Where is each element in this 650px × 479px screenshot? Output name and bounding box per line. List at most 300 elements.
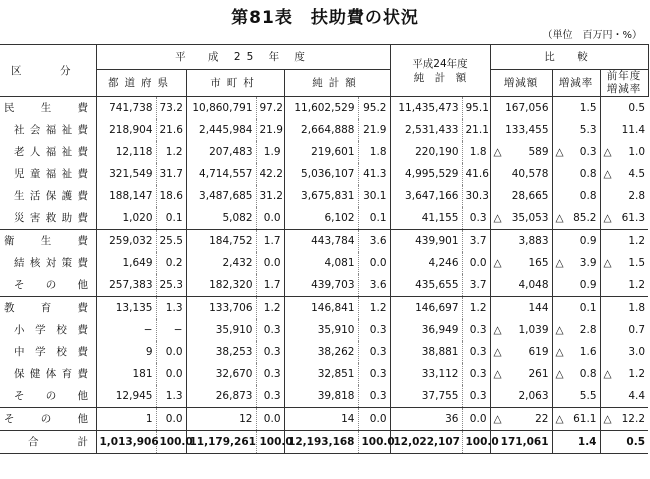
table-row <box>0 274 648 297</box>
triangle-icon: △ <box>603 146 612 158</box>
row-label-text <box>14 163 88 185</box>
row-label-text <box>14 363 88 385</box>
table-row <box>0 207 648 230</box>
cell-prev: 41,155 <box>390 207 462 230</box>
cell-diff-value: 22 <box>535 413 549 425</box>
row-label <box>0 319 96 341</box>
cell-prev-pct: 1.2 <box>462 297 490 320</box>
cell-prev: 220,190 <box>390 141 462 163</box>
cell-prev-rate-wrap <box>604 141 646 163</box>
cell-rate <box>552 341 600 363</box>
cell-municipal: 184,752 <box>186 230 256 253</box>
header-prev-change-rate <box>600 70 648 97</box>
cell-municipal: 3,487,685 <box>186 185 256 207</box>
row-label-text <box>14 185 88 207</box>
row-label-char: そ <box>14 279 25 291</box>
cell-rate <box>552 408 600 431</box>
total-prev-pct: 100.0 <box>462 431 490 454</box>
header-category: 区 分 <box>0 45 96 97</box>
row-label-char: 民 <box>4 102 15 114</box>
cell-municipal: 133,706 <box>186 297 256 320</box>
cell-rate-value: 1.6 <box>579 346 597 358</box>
cell-municipal: 12 <box>186 408 256 431</box>
row-label-text <box>14 207 88 229</box>
cell-prefecture: 321,549 <box>96 163 156 185</box>
cell-municipal-pct: 0.3 <box>256 341 284 363</box>
cell-rate-value: 0.8 <box>579 368 597 380</box>
cell-municipal: 2,445,984 <box>186 119 256 141</box>
cell-rate: 0.8 <box>552 163 600 185</box>
row-label-char: 費 <box>77 368 88 380</box>
cell-prev-rate <box>600 141 648 163</box>
cell-prev: 435,655 <box>390 274 462 297</box>
cell-diff-wrap <box>494 252 549 274</box>
row-label-char: の <box>45 279 57 291</box>
cell-diff-wrap <box>494 408 549 430</box>
row-label-text <box>14 385 88 407</box>
cell-prefecture-pct: 21.6 <box>156 119 186 141</box>
row-label-char: 費 <box>77 124 88 136</box>
total-prefecture-pct: 100.0 <box>156 431 186 454</box>
cell-diff-value: 1,039 <box>518 324 549 336</box>
row-label-char: 対 <box>45 257 57 269</box>
cell-rate-wrap <box>556 207 597 229</box>
cell-prev-rate-wrap <box>604 408 646 430</box>
triangle-icon: △ <box>493 212 502 224</box>
total-diff: 171,061 <box>490 431 552 454</box>
table-row <box>0 141 648 163</box>
triangle-icon: △ <box>555 257 564 269</box>
assistance-expense-table <box>0 44 649 454</box>
cell-diff-value: 261 <box>528 368 549 380</box>
row-label-char: そ <box>4 413 15 425</box>
cell-diff-wrap <box>494 363 549 385</box>
cell-net: 439,703 <box>284 274 358 297</box>
cell-diff <box>490 341 552 363</box>
cell-diff: 40,578 <box>490 163 552 185</box>
cell-prev-pct: 0.3 <box>462 319 490 341</box>
cell-municipal-pct: 0.3 <box>256 319 284 341</box>
cell-municipal: 38,253 <box>186 341 256 363</box>
cell-prev-pct: 0.3 <box>462 341 490 363</box>
cell-net-pct: 0.3 <box>358 363 390 385</box>
row-label-char: 育 <box>40 302 52 314</box>
row-label-char: の <box>40 413 52 425</box>
cell-prev-rate-wrap <box>604 363 646 385</box>
row-label-char: 小 <box>14 324 25 336</box>
cell-prefecture-pct: 0.0 <box>156 408 186 431</box>
row-label-char: 費 <box>77 212 88 224</box>
row-label <box>0 230 96 253</box>
row-label-char: 校 <box>56 346 67 358</box>
row-label-text <box>14 341 88 363</box>
cell-rate-value: 0.3 <box>579 146 597 158</box>
total-rate: 1.4 <box>552 431 600 454</box>
cell-prev-rate <box>600 207 648 230</box>
triangle-icon: △ <box>555 324 564 336</box>
cell-prev: 4,995,529 <box>390 163 462 185</box>
cell-rate-wrap <box>556 252 597 274</box>
cell-diff: 144 <box>490 297 552 320</box>
cell-prefecture-pct: 1.3 <box>156 385 186 408</box>
row-label-char: 保 <box>45 190 57 202</box>
row-label-char: 核 <box>29 257 41 269</box>
cell-net-pct: 0.3 <box>358 385 390 408</box>
cell-prev-rate-value: 61.3 <box>621 212 646 224</box>
cell-prev-rate-value: 12.2 <box>621 413 646 425</box>
row-label-char: 費 <box>77 346 88 358</box>
row-label-char: 費 <box>77 102 88 114</box>
header-fy24-sub: 純 計 額 <box>413 71 467 84</box>
row-label-char: の <box>45 390 57 402</box>
cell-prefecture: 9 <box>96 341 156 363</box>
header-compare: 比 較 <box>490 45 648 70</box>
row-label-char: 活 <box>29 190 41 202</box>
cell-net-pct: 1.2 <box>358 297 390 320</box>
cell-net: 443,784 <box>284 230 358 253</box>
row-label-text <box>14 274 88 296</box>
row-label <box>0 207 96 230</box>
row-label-char: 体 <box>45 368 57 380</box>
triangle-icon: △ <box>603 212 612 224</box>
cell-rate-wrap <box>556 341 597 363</box>
cell-prev-rate: 0.5 <box>600 97 648 120</box>
cell-municipal-pct: 1.7 <box>256 230 284 253</box>
row-label-char: 社 <box>14 124 25 136</box>
row-label-char: そ <box>14 390 25 402</box>
header-change-amount: 増減額 <box>490 70 552 97</box>
table-row <box>0 252 648 274</box>
cell-prefecture: 188,147 <box>96 185 156 207</box>
cell-net: 14 <box>284 408 358 431</box>
cell-net-pct: 41.3 <box>358 163 390 185</box>
cell-diff: 28,665 <box>490 185 552 207</box>
triangle-icon: △ <box>555 212 564 224</box>
cell-prev-rate-value: 4.5 <box>628 168 646 180</box>
row-label-char: 他 <box>77 390 88 402</box>
table-row <box>0 319 648 341</box>
cell-prefecture-pct: 0.0 <box>156 363 186 385</box>
table-title: 第81表 扶助費の状況 <box>231 8 419 28</box>
header-municipal: 市町村 <box>186 70 284 97</box>
cell-diff <box>490 141 552 163</box>
table-row <box>0 119 648 141</box>
row-label-char: 祉 <box>61 146 73 158</box>
row-label-char: 費 <box>77 168 88 180</box>
cell-prefecture-pct: − <box>156 319 186 341</box>
triangle-icon: △ <box>555 346 564 358</box>
cell-diff: 3,883 <box>490 230 552 253</box>
cell-diff <box>490 207 552 230</box>
cell-prev: 3,647,166 <box>390 185 462 207</box>
cell-prefecture-pct: 31.7 <box>156 163 186 185</box>
cell-prev-rate: 3.0 <box>600 341 648 363</box>
cell-prev-rate: 11.4 <box>600 119 648 141</box>
row-label-char: 会 <box>29 124 41 136</box>
row-label <box>0 163 96 185</box>
cell-diff <box>490 363 552 385</box>
cell-prev-rate: 2.8 <box>600 185 648 207</box>
table-row <box>0 385 648 408</box>
cell-prefecture-pct: 1.3 <box>156 297 186 320</box>
cell-rate-wrap <box>556 363 597 385</box>
cell-prefecture: 741,738 <box>96 97 156 120</box>
row-label-char: 生 <box>14 190 25 202</box>
cell-net: 11,602,529 <box>284 97 358 120</box>
row-label-char: 費 <box>77 146 88 158</box>
total-net-pct: 100.0 <box>358 431 390 454</box>
cell-prev-pct: 3.7 <box>462 274 490 297</box>
cell-diff: 133,455 <box>490 119 552 141</box>
row-label-char: 福 <box>45 168 57 180</box>
cell-prefecture: 1 <box>96 408 156 431</box>
total-label-char: 合 <box>28 436 39 448</box>
cell-prev-pct: 0.0 <box>462 252 490 274</box>
cell-municipal: 182,320 <box>186 274 256 297</box>
row-label-char: 衛 <box>4 235 15 247</box>
row-label-text <box>14 119 88 141</box>
cell-municipal-pct: 21.9 <box>256 119 284 141</box>
cell-prev-pct: 1.8 <box>462 141 490 163</box>
cell-prev-pct: 0.3 <box>462 385 490 408</box>
cell-municipal: 4,714,557 <box>186 163 256 185</box>
row-label-char: 費 <box>77 190 88 202</box>
total-label-char: 計 <box>77 436 88 448</box>
total-row <box>0 431 648 454</box>
triangle-icon: △ <box>493 346 502 358</box>
cell-net: 39,818 <box>284 385 358 408</box>
cell-municipal-pct: 0.0 <box>256 408 284 431</box>
cell-prefecture: 259,032 <box>96 230 156 253</box>
cell-prefecture: 218,904 <box>96 119 156 141</box>
cell-rate-value: 85.2 <box>573 212 597 224</box>
row-label-text <box>4 297 88 319</box>
row-label-char: 育 <box>61 368 73 380</box>
row-label-char: 生 <box>40 102 52 114</box>
table-row <box>0 230 648 253</box>
cell-net: 146,841 <box>284 297 358 320</box>
row-label-char: 福 <box>45 146 57 158</box>
row-label <box>0 141 96 163</box>
total-municipal-pct: 100.0 <box>256 431 284 454</box>
cell-diff-wrap <box>494 341 549 363</box>
cell-diff <box>490 252 552 274</box>
cell-rate-wrap <box>556 141 597 163</box>
cell-prev-rate-wrap <box>604 207 646 229</box>
cell-rate <box>552 363 600 385</box>
table-body <box>0 97 648 454</box>
cell-rate <box>552 252 600 274</box>
row-label-char: 他 <box>77 279 88 291</box>
row-label-char: 学 <box>35 346 46 358</box>
cell-prev-rate: 0.7 <box>600 319 648 341</box>
row-label-char: 害 <box>29 212 41 224</box>
cell-prev: 4,246 <box>390 252 462 274</box>
row-label-char: 教 <box>4 302 15 314</box>
cell-diff-value: 619 <box>528 346 549 358</box>
cell-municipal-pct: 31.2 <box>256 185 284 207</box>
cell-net-pct: 0.0 <box>358 408 390 431</box>
cell-diff: 167,056 <box>490 97 552 120</box>
row-label <box>0 119 96 141</box>
cell-net: 2,664,888 <box>284 119 358 141</box>
cell-municipal-pct: 1.7 <box>256 274 284 297</box>
cell-prefecture-pct: 0.0 <box>156 341 186 363</box>
cell-municipal: 26,873 <box>186 385 256 408</box>
cell-prefecture: 181 <box>96 363 156 385</box>
cell-prev: 36,949 <box>390 319 462 341</box>
cell-prev-pct: 30.3 <box>462 185 490 207</box>
cell-net-pct: 3.6 <box>358 230 390 253</box>
header-fy25: 平 成 25 年 度 <box>96 45 390 70</box>
cell-prefecture-pct: 0.2 <box>156 252 186 274</box>
cell-diff-value: 35,053 <box>511 212 549 224</box>
table-row <box>0 97 648 120</box>
cell-prev-pct: 41.6 <box>462 163 490 185</box>
row-label-char: 中 <box>14 346 25 358</box>
total-net: 12,193,168 <box>284 431 358 454</box>
cell-prev: 37,755 <box>390 385 462 408</box>
cell-prev: 38,881 <box>390 341 462 363</box>
row-label-char: 他 <box>77 413 88 425</box>
header-change-rate: 増減率 <box>552 70 600 97</box>
row-label-text <box>4 230 88 252</box>
cell-net-pct: 1.8 <box>358 141 390 163</box>
cell-prefecture-pct: 0.1 <box>156 207 186 230</box>
cell-prev-rate <box>600 363 648 385</box>
cell-prev-pct: 0.0 <box>462 408 490 431</box>
cell-municipal-pct: 0.3 <box>256 363 284 385</box>
cell-municipal: 10,860,791 <box>186 97 256 120</box>
cell-prev-rate-value: 1.5 <box>628 257 646 269</box>
row-label-char: 助 <box>61 212 73 224</box>
triangle-icon: △ <box>493 413 502 425</box>
row-label <box>0 274 96 297</box>
cell-diff-wrap <box>494 207 549 229</box>
cell-rate <box>552 207 600 230</box>
row-label-text <box>4 408 88 430</box>
row-label-char: 策 <box>61 257 73 269</box>
cell-rate: 5.3 <box>552 119 600 141</box>
row-label-char: 祉 <box>61 168 73 180</box>
total-prev: 12,022,107 <box>390 431 462 454</box>
cell-municipal: 5,082 <box>186 207 256 230</box>
triangle-icon: △ <box>493 257 502 269</box>
cell-prev-rate <box>600 408 648 431</box>
cell-municipal-pct: 0.0 <box>256 207 284 230</box>
cell-diff <box>490 319 552 341</box>
total-label <box>0 431 96 454</box>
cell-prev-rate: 1.2 <box>600 274 648 297</box>
row-label <box>0 363 96 385</box>
triangle-icon: △ <box>603 168 612 180</box>
header-prev-change-rate-2: 増減率 <box>606 83 642 95</box>
cell-net: 35,910 <box>284 319 358 341</box>
cell-prev-pct: 3.7 <box>462 230 490 253</box>
cell-rate-value: 61.1 <box>573 413 597 425</box>
cell-net: 6,102 <box>284 207 358 230</box>
cell-municipal-pct: 1.2 <box>256 297 284 320</box>
table-row <box>0 341 648 363</box>
cell-prefecture: 12,118 <box>96 141 156 163</box>
cell-municipal-pct: 1.9 <box>256 141 284 163</box>
cell-diff <box>490 408 552 431</box>
row-label-char: 健 <box>29 368 41 380</box>
row-label-char: 福 <box>45 124 57 136</box>
header-fy24 <box>390 45 490 97</box>
row-label-text <box>14 252 88 274</box>
triangle-icon: △ <box>493 324 502 336</box>
table-row <box>0 408 648 431</box>
cell-rate-value: 2.8 <box>579 324 597 336</box>
unit-note: （単位 百万円・%） <box>542 30 642 41</box>
cell-prefecture: 1,649 <box>96 252 156 274</box>
cell-rate-wrap <box>556 319 597 341</box>
cell-prev-rate-wrap <box>604 252 646 274</box>
cell-municipal-pct: 97.2 <box>256 97 284 120</box>
cell-rate <box>552 319 600 341</box>
cell-net-pct: 95.2 <box>358 97 390 120</box>
cell-rate: 0.9 <box>552 274 600 297</box>
row-label-char: 災 <box>14 212 25 224</box>
cell-rate: 0.1 <box>552 297 600 320</box>
cell-net-pct: 3.6 <box>358 274 390 297</box>
cell-rate: 0.9 <box>552 230 600 253</box>
cell-prefecture: 12,945 <box>96 385 156 408</box>
cell-rate-value: 3.9 <box>579 257 597 269</box>
cell-net-pct: 0.3 <box>358 341 390 363</box>
cell-prev-rate-value: 1.2 <box>628 368 646 380</box>
row-label-char: 保 <box>14 368 25 380</box>
row-label-text <box>4 97 88 119</box>
cell-municipal: 35,910 <box>186 319 256 341</box>
row-label-char: 学 <box>35 324 46 336</box>
cell-rate: 5.5 <box>552 385 600 408</box>
table-row <box>0 297 648 320</box>
cell-net: 32,851 <box>284 363 358 385</box>
cell-diff-wrap <box>494 141 549 163</box>
total-label-text <box>28 431 88 453</box>
row-label-text <box>14 141 88 163</box>
row-label-char: 結 <box>14 257 25 269</box>
cell-prefecture: − <box>96 319 156 341</box>
total-prev-rate: 0.5 <box>600 431 648 454</box>
cell-prev-pct: 21.1 <box>462 119 490 141</box>
triangle-icon: △ <box>555 413 564 425</box>
cell-rate-wrap <box>556 408 597 430</box>
triangle-icon: △ <box>603 257 612 269</box>
row-label-char: 生 <box>40 235 52 247</box>
cell-rate: 0.8 <box>552 185 600 207</box>
row-label <box>0 408 96 431</box>
cell-prefecture-pct: 1.2 <box>156 141 186 163</box>
row-label-char: 費 <box>77 235 88 247</box>
row-label-char: 護 <box>61 190 73 202</box>
total-prefecture: 1,013,906 <box>96 431 156 454</box>
row-label-char: 救 <box>45 212 57 224</box>
cell-prev-pct: 0.3 <box>462 207 490 230</box>
cell-prev-rate <box>600 252 648 274</box>
cell-net: 3,675,831 <box>284 185 358 207</box>
cell-rate: 1.5 <box>552 97 600 120</box>
row-label <box>0 341 96 363</box>
cell-municipal: 2,432 <box>186 252 256 274</box>
cell-net-pct: 30.1 <box>358 185 390 207</box>
cell-net-pct: 0.1 <box>358 207 390 230</box>
cell-prefecture-pct: 73.2 <box>156 97 186 120</box>
row-label-char: 祉 <box>61 124 73 136</box>
cell-prev-rate: 1.2 <box>600 230 648 253</box>
